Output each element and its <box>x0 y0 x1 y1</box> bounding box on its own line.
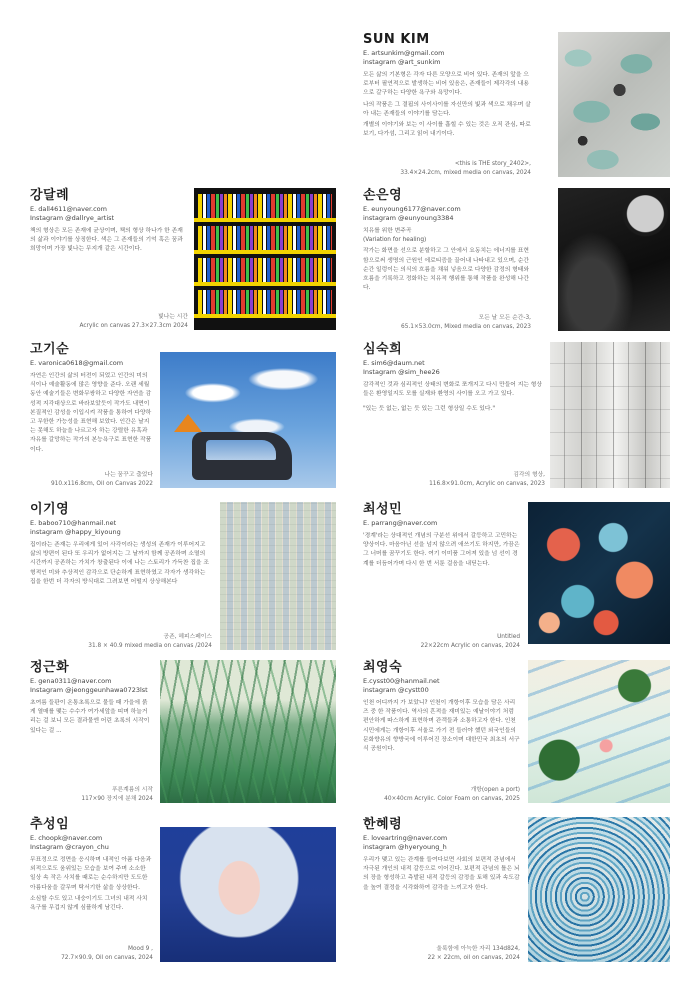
artist-email: E. eunyoung6177@naver.com <box>363 205 461 213</box>
artwork-caption: 공존, 헤피스페이스 31.8 × 40.9 mixed media on canvas /2024 <box>88 634 212 649</box>
artist-name: SUN KIM <box>363 32 430 47</box>
artist-name: 이기영 <box>30 502 70 517</box>
crane-shape <box>174 414 202 432</box>
artist-choi-sungmin <box>363 502 520 650</box>
artist-email: E. artsunkim@gmail.com <box>363 49 445 57</box>
artist-instagram: instagram @happy_kiyoung <box>30 528 121 536</box>
artist-instagram: instagram @art_sunkim <box>363 58 441 66</box>
artist-lee-kiyoung <box>30 502 212 650</box>
artist-instagram: instagram @hyeryoung_h <box>363 843 447 851</box>
artwork-caption: Mood 9 , 72.7×90.9, Oil on canvas, 2024 <box>61 946 153 961</box>
artist-name: 최영숙 <box>363 660 403 675</box>
car-shape <box>192 432 292 480</box>
artist-instagram: Instagram @dallrye_artist <box>30 214 115 222</box>
artist-choi-youngsook <box>363 660 520 803</box>
artwork-caption: <this is THE story_2402>, 33.4×24.2cm, mixed media on canvas, 2024 <box>400 161 531 176</box>
artwork-caption: 나는 꿈꾸고 춤었다 910.x116.8cm, Oil on Canvas 2022 <box>50 472 153 487</box>
artist-email: E. parrang@naver.com <box>363 519 438 527</box>
artist-email: E. sim6@daum.net <box>363 359 425 367</box>
artist-go-gisun <box>30 342 153 488</box>
artwork-image <box>558 32 670 177</box>
artwork-image <box>160 352 336 488</box>
artwork-image <box>194 188 336 330</box>
artist-email: E. baboo710@hanmail.net <box>30 519 117 527</box>
artist-description: 치유를 위한 변주곡 (Variation for healing) 작가는 화면을 선으로 분할하고 그 안에서 요동치는 에너지를 표현함으로써 생명의 근원인 에로티즘을 끌어내 나타내고 있으며, 순간순간 일렁이는 의식의 흐름을 채워 넣음으로 다양한 감정의 형태와 흐름을 기록하고 정화하는 치유적 행위를 통해 작품을 완성해 나간다. <box>363 228 529 292</box>
artwork-image <box>220 502 336 650</box>
artwork-image <box>160 827 336 962</box>
artist-name: 고기순 <box>30 342 70 357</box>
artist-instagram: Instagram @sim_hee26 <box>363 368 440 376</box>
artwork-image <box>528 502 670 644</box>
artwork-image <box>550 342 670 488</box>
artist-kang-dallye <box>30 188 188 330</box>
artwork-caption: 김각의 형상, 116.8×91.0cm, Acrylic on canvas, 2023 <box>429 472 545 487</box>
artist-email: E. dall4611@naver.com <box>30 205 107 213</box>
artist-description: 자연은 인간의 삶의 터전이 되었고 인간의 미의식이나 예술활동에 많은 영향을 준다. 오랜 세월동안 예술기들은 변화무쌍하고 다양한 자연을 감성적 지각대상으로 바라보았듯이 작가도 내면이 본질적인 감성을 이입시켜 작품을 통하여 다양하고 무한한 가능성을 표현해 보았다. 인간은 날지는 못해도 하늘을 나르고자 하는 강렬한 유혹과 자유를 갈망하는 작가의 본능욕구로 표현한 작품이다. <box>30 373 152 453</box>
artist-description: 우리가 맺고 있는 관계를 들여다보면 사회의 보편적 관념에서 자극된 개인의 내적 갈등으로 이어진다. 보편적 관념의 틀은 뇌의 장을 형성하고 측발된 내적 갈등의 감정을 토해 있과 속도감을 높여 결정을 시각화하여 감각을 느끼고자 한다. <box>363 857 520 891</box>
artwork-caption: 빛나는 시간 Acrylic on canvas 27.3×27.3cm 2024 <box>79 314 188 329</box>
artist-description: '경계'라는 상대적인 개념의 구분선 위에서 갈등하고 고민하는 양상이다. 마음아닌 선을 넘지 않으려 애쓰기도 하지만, 가끔은 그 너머를 꿈꾸기도 한다. 여기 이미품 그어져 있을 넘 선이 경계를 더듬어가며 다시 한 번 서툰 걸음을 내딛는다. <box>363 533 520 567</box>
artist-email: E.cysst00@hanmail.net <box>363 677 440 685</box>
artwork-caption: Untitled 22×22cm Acrylic on canvas, 2024 <box>420 634 520 649</box>
artist-instagram: Instagram @jeonggeunhawa0723lst <box>30 686 148 694</box>
artist-email: E. loveartring@naver.com <box>363 834 448 842</box>
artwork-image <box>558 188 670 331</box>
artist-description: 집이라는 존재는 우리에게 있어 사각이라는 생성의 존재가 이루어지고 삶의 방편이 된다 또 우리가 없어지는 그 날까지 함께 공존하며 소멸의 시간까지 공존하는 가치가 창출된다 이에 나는 스토리가 가득찬 집을 조형적인 미와 추상적인 감각으로 단순하게 표현하였고 각자가 생각하는 집을 한번 더 각자의 방식대로 그려보면 어떨지 상상해본다 <box>30 542 209 585</box>
artist-description: 모든 삶의 기본형은 각자 다른 모양으로 비어 있다. 존재의 앞을 으로부터 필연적으로 발생하는 비어 있음은, 존재들이 제각각의 내용으로 갈구하는 다양한 욕구와 욕망이다. 나의 작품은 그 결핍의 사이사이를 자신만의 빛과 색으로 채우며 살아 내는 존재들의 이야기를 담는다. 개별의 이야기와 보는 이 사이를 흡힐 수 있는 것은 오직 관심, 따로 보기, 다가섬, 그리고 읽어 내기이다. <box>363 72 531 138</box>
artwork-caption: 울룩함에 아늑한 자리 134d824, 22 × 22cm, oil on canvas, 2024 <box>427 946 520 961</box>
artist-instagram: Instagram @crayon_chu <box>30 843 109 851</box>
artist-email: E. varonica0618@gmail.com <box>30 359 124 367</box>
artist-instagram: instagram @eunyoung3384 <box>363 214 454 222</box>
artist-instagram: instagram @cystt00 <box>363 686 429 694</box>
artwork-image <box>160 660 336 803</box>
artist-email: E. choopk@naver.com <box>30 834 103 842</box>
artist-name: 추성임 <box>30 817 70 832</box>
artist-name: 정근화 <box>30 660 70 675</box>
artist-name: 강달례 <box>30 188 70 203</box>
artwork-caption: 푸른계름의 시작 117×90 장지에 분채 2024 <box>81 787 153 802</box>
artist-description: 초여름 들판이 온통초록으로 물들 때 가을에 붉게 열매를 맺는 수수가 여가세앞을 띠며 하늘거리는 걸 보니 모든 결과물엔 어린 초록의 시작이 있다는 걸 ... <box>30 700 150 734</box>
artist-name: 심숙희 <box>363 342 403 357</box>
artwork-image <box>528 817 670 962</box>
artist-email: E. gena0311@naver.com <box>30 677 112 685</box>
artist-han-hyeryoung <box>363 817 520 962</box>
artist-name: 손은영 <box>363 188 403 203</box>
artist-description: 감각적인 것과 심리적인 상태의 변화로 쪼개지고 다시 만들어 지는 형상들은 환영일지도 모를 실재와 환영의 사이를 오고 가고 있다. "있는 듯 없는, 없는 듯 있는 그런 형상일 수도 있다." <box>363 382 542 413</box>
artist-sim-sukhee <box>363 342 545 488</box>
artist-jung-geunhwa <box>30 660 153 803</box>
artist-name: 한혜령 <box>363 817 403 832</box>
artist-description: 무표정으로 정면을 응시하며 내적인 아픔 다음과 외적으로도 움위있는 모습을 보여 주며 소소한 일상 속 작은 사치를 때로는 순수하지만 도도한 아름다움을 갈무며 탁서기한 삶을 상상한다. 소심할 수도 있고 내숭이기도 그녀의 내적 사치욕구를 무겁지 않게 심플하게 남긴다. <box>30 857 152 912</box>
artwork-caption: 모든 날 모든 순간-3, 65.1×53.0cm, Mixed media on canvas, 2023 <box>401 315 531 330</box>
artwork-image <box>528 660 670 803</box>
artist-description: 인천 어디까지 가 보았니? 인천이 개항이후 모습을 담은 사리즈 중 한 작품이다. 역사의 흔적을 재미있는 예날이야기 처럼 편안하게 따스하게 표현하며 관객들과 소통하고자 한다. 인천시민에게는 개항이후 서울로 가기 전 들러야 했던 외국인들의 문화향유의 향방국에 이루어진 장소이며 대한민국 최초의 서구식 공원이다. <box>363 700 520 753</box>
artist-sunkim <box>363 32 531 177</box>
artist-chu-seongim <box>30 817 153 962</box>
artist-description: 책의 형상은 모든 존재에 균상이며, 책의 형상 하나가 한 존재의 삶과 이야기를 상징한다. 색은 그 존재들의 기억 혹은 꿈과 희망이며 가장 빛나는 무지개 같은 시간이다. <box>30 228 183 253</box>
artist-name: 최성민 <box>363 502 403 517</box>
artist-son-eunyoung <box>363 188 531 331</box>
artwork-caption: 개항(open a port) 40×40cm Acrylic. Color Foam on canvas, 2025 <box>384 787 520 802</box>
